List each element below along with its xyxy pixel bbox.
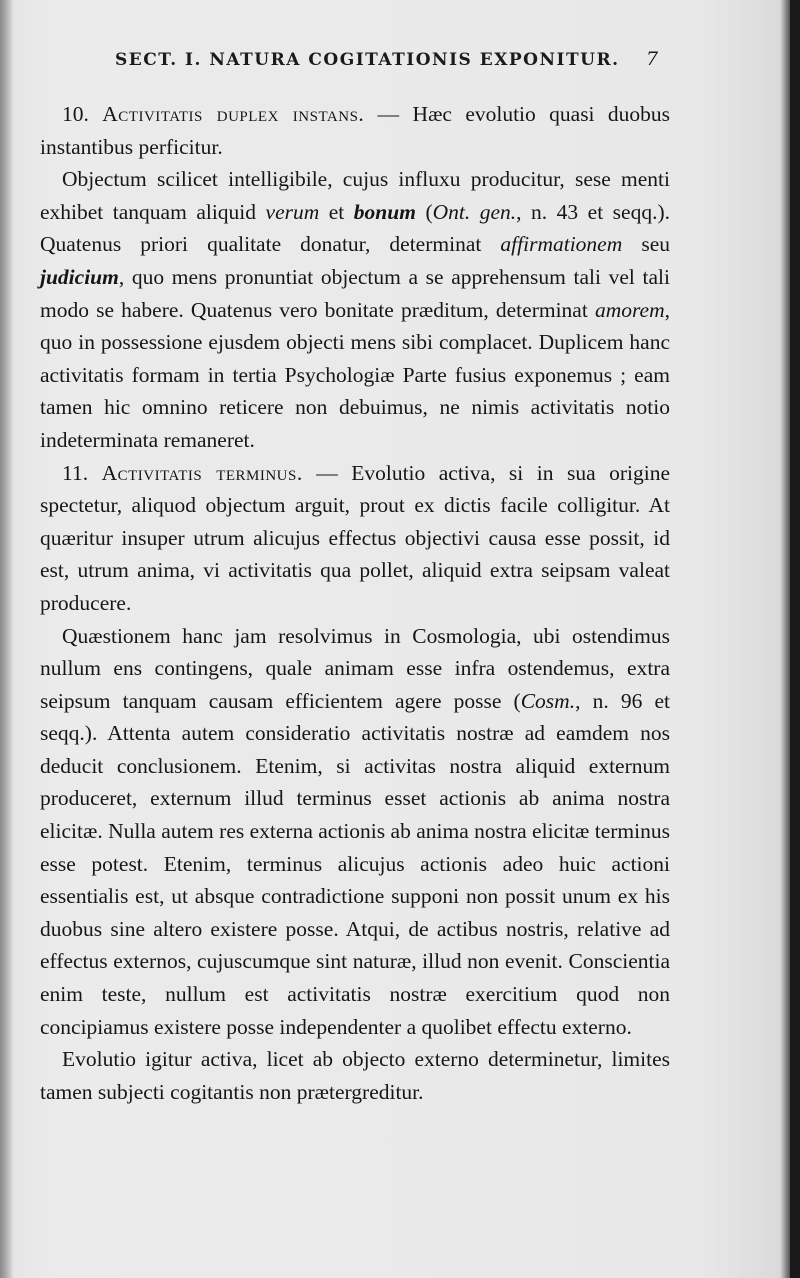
paragraph bbox=[40, 1043, 670, 1108]
running-header: SECT. I. NATURA COGITATIONIS EXPONITUR. bbox=[115, 50, 620, 70]
section-heading: Activitatis duplex instans. bbox=[102, 102, 365, 126]
section-lead: Hæc evolutio quasi duobus instantibus perficitur. bbox=[40, 102, 671, 159]
italic-run: Cosm. bbox=[520, 688, 576, 713]
section-heading: Activitatis terminus. bbox=[101, 460, 303, 485]
italic-run: affirmationem bbox=[500, 232, 623, 257]
heading-dash: — bbox=[364, 102, 413, 126]
text-run: , n. 43 et seqq.). Quatenus priori qualitate donatur, determinat bbox=[40, 199, 670, 257]
main-text bbox=[40, 98, 670, 1108]
section-number: 11. bbox=[62, 460, 89, 485]
text-run: Evolutio igitur activa, licet ab objecto externo determinetur, limites tamen subjecti cogitantis non prætergreditur. bbox=[40, 1047, 670, 1104]
italic-run: Ont. gen. bbox=[432, 199, 517, 224]
text-run: Quæstionem hanc jam resolvimus in Cosmologia, ubi ostendimus nullum ens contingens, quale animam esse infra ostendemus, extra seipsum tanquam causam efficientem agere posse ( bbox=[40, 623, 670, 713]
text-run: , quo in possessione ejusdem objecti mens sibi complacet. Duplicem hanc activitatis formam in tertia Psychologiæ Parte fusius exponemus ; eam tamen hic omnino reticere non debuimus, ne nimis activitatis notio indeterminata remaneret. bbox=[40, 297, 670, 452]
italic-run: bonum bbox=[353, 199, 416, 224]
text-run: , n. 96 et seqq.). Attenta autem consideratio activitatis nostræ ad eamdem nos deducit conclusionem. Etenim, si activitas nostra aliquid externum produceret, externum illud terminus esset actionis ab anima nostra elicitæ. Nulla autem res externa actionis ab anima nostra elicitæ terminus esse potest. Etenim, terminus alicujus actionis adeo huic actioni essentialis est, ut absque contradictione supponi non possit unum ex his duobus sine altero existere posse. Atqui, de actibus nostris, relative ad effectus externos, cujuscumque sint naturæ, illud non evenit. Conscientia enim teste, nullum est activitatis nostræ exercitium quod non concipiamus existere posse independenter a quolibet effectu externo. bbox=[40, 688, 670, 1039]
gutter-shadow bbox=[0, 0, 14, 1278]
text-run: Objectum scilicet intelligibile, cujus influxu producitur, sese menti exhibet tanquam aliquid bbox=[40, 167, 670, 224]
text-run: et bbox=[319, 199, 354, 224]
page-number: 7 bbox=[646, 48, 659, 70]
page-edge bbox=[790, 0, 800, 1278]
heading-dash: — bbox=[302, 460, 352, 485]
text-run: ( bbox=[415, 199, 433, 224]
text-run: seu bbox=[622, 232, 670, 257]
italic-run: verum bbox=[265, 199, 320, 224]
paragraph bbox=[40, 620, 670, 1044]
paragraph bbox=[40, 163, 670, 456]
italic-run: judicium bbox=[40, 264, 119, 289]
text-run: , quo mens pronuntiat objectum a se apprehensum tali vel tali modo se habere. Quatenus vero bonitate præditum, determinat bbox=[40, 264, 670, 322]
italic-run: amorem bbox=[594, 297, 665, 322]
section-10-paragraph bbox=[40, 98, 670, 163]
section-11-paragraph bbox=[40, 457, 670, 620]
section-lead: Evolutio activa, si in sua origine spectetur, aliquod objectum arguit, prout ex dictis facile colligitur. At quæritur insuper utrum alicujus effectus objectivi causa esse possit, id est, utrum anima, vi activitatis qua pollet, aliquid extra seipsam valeat producere. bbox=[40, 460, 670, 615]
section-number: 10. bbox=[62, 102, 89, 126]
